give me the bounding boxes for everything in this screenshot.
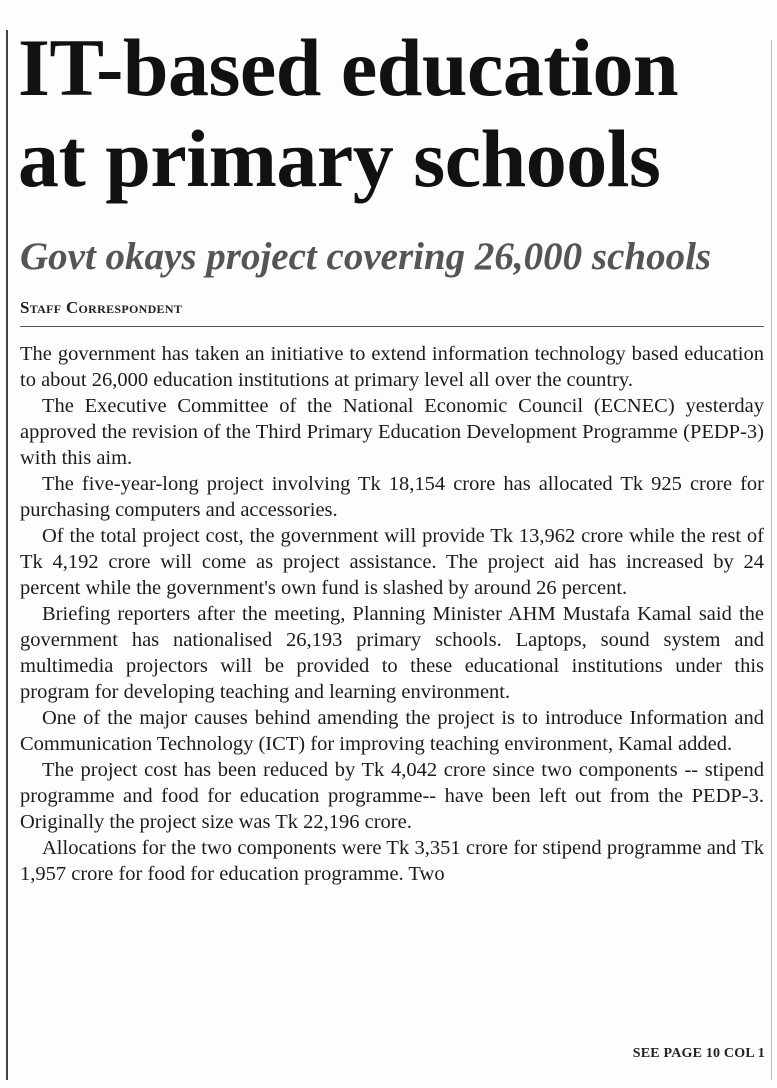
article-paragraph: Of the total project cost, the government will provide Tk 13,962 crore while the rest of Tk 4,192 crore will come as project assistance. The project aid has increased by 24 percent while the government's own fund is slashed by around 26 percent. bbox=[20, 525, 764, 599]
article-paragraph: The government has taken an initiative to extend information technology based education to about 26,000 education institutions at primary level all over the country. bbox=[20, 343, 764, 391]
headline-line-1: IT-based education bbox=[18, 22, 679, 113]
continuation-jump-line: SEE PAGE 10 COL 1 bbox=[632, 1046, 765, 1061]
byline: Staff Correspondent bbox=[20, 298, 183, 317]
headline bbox=[18, 22, 768, 204]
byline-divider bbox=[20, 326, 764, 327]
article-paragraph: One of the major causes behind amending the project is to introduce Information and Communication Technology (ICT) for improving teaching environment, Kamal added. bbox=[20, 707, 764, 755]
article-body bbox=[20, 341, 764, 887]
article-paragraph: The five-year-long project involving Tk 18,154 crore has allocated Tk 925 crore for purchasing computers and accessories. bbox=[20, 473, 764, 521]
article-paragraph: Allocations for the two components were Tk 3,351 crore for stipend programme and Tk 1,957 crore for food for education programme. Two bbox=[20, 837, 764, 885]
subheadline: Govt okays project covering 26,000 schools bbox=[20, 235, 712, 278]
article-paragraph: The project cost has been reduced by Tk 4,042 crore since two components -- stipend programme and food for education programme-- have been left out from the PEDP-3. Originally the project size was Tk 22,196 crore. bbox=[20, 759, 764, 833]
article-paragraph: The Executive Committee of the National Economic Council (ECNEC) yesterday approved the revision of the Third Primary Education Development Programme (PEDP-3) with this aim. bbox=[20, 395, 764, 469]
column-rule-left bbox=[6, 30, 8, 1080]
article-paragraph: Briefing reporters after the meeting, Planning Minister AHM Mustafa Kamal said the government has nationalised 26,193 primary schools. Laptops, sound system and multimedia projectors will be provided to these educational institutions under this program for developing teaching and learning environment. bbox=[20, 603, 764, 703]
column-rule-right bbox=[771, 40, 772, 1080]
headline-line-2: at primary schools bbox=[18, 113, 661, 204]
